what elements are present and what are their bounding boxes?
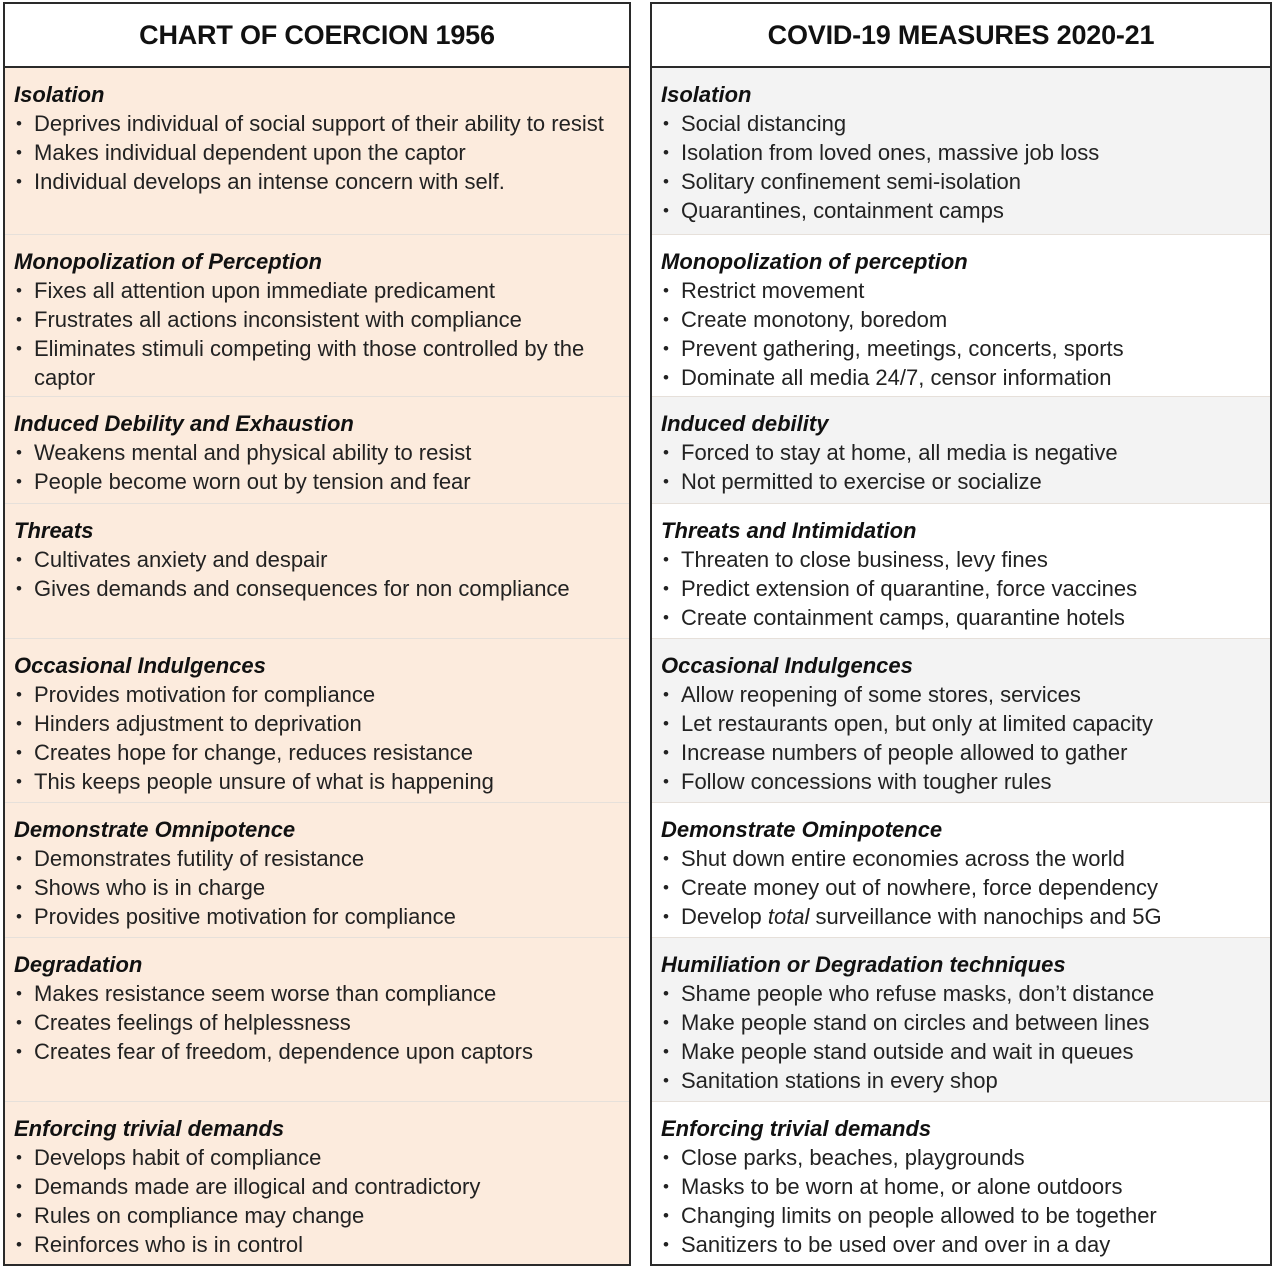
section-degradation: [5, 938, 629, 1103]
bullet-item: • Quarantines, containment camps: [661, 196, 1262, 225]
section-title: Occasional Indulgences: [661, 653, 913, 679]
bullet-item: • Sanitizers to be used over and over in a day: [661, 1230, 1262, 1259]
bullet-item: • Creates feelings of helplessness: [14, 1008, 621, 1037]
bullet-list: [661, 1143, 1262, 1259]
bullet-item: • Shame people who refuse masks, don’t distance: [661, 979, 1262, 1008]
section-title: Induced debility: [661, 411, 829, 437]
section-title: Degradation: [14, 951, 143, 977]
bullet-item: • Fixes all attention upon immediate predicament: [14, 276, 621, 305]
bullet-list: [14, 438, 621, 496]
bullet-item: • Restrict movement: [661, 276, 1262, 305]
section-demonstrate-omnipotence: [5, 803, 629, 938]
bullet-item: • Frustrates all actions inconsistent with compliance: [14, 305, 621, 334]
bullet-list: [14, 545, 621, 603]
bullet-list: [661, 979, 1262, 1095]
bullet-item: • Masks to be worn at home, or alone outdoors: [661, 1172, 1262, 1201]
section-title: Humiliation or Degradation techniques: [661, 951, 1066, 977]
section-title: Demonstrate Ominpotence: [661, 816, 943, 842]
section-induced-debility: [652, 397, 1270, 504]
bullet-item: • Eliminates stimuli competing with those controlled by the captor: [14, 334, 621, 392]
section-occasional-indulgences: [652, 639, 1270, 803]
bullet-item: • Solitary confinement semi-isolation: [661, 167, 1262, 196]
section-threats: [5, 504, 629, 639]
bullet-item: • Dominate all media 24/7, censor information: [661, 363, 1262, 392]
section-threats-and-intimidation: [652, 504, 1270, 639]
bullet-item: • Creates fear of freedom, dependence upon captors: [14, 1037, 621, 1066]
section-title: Occasional Indulgences: [14, 653, 266, 679]
section-induced-debility-and-exhaustion: [5, 397, 629, 504]
bullet-item: • Hinders adjustment to deprivation: [14, 709, 621, 738]
section-title: Monopolization of perception: [661, 248, 968, 274]
bullet-list: [14, 276, 621, 392]
bullet-item: • Develops habit of compliance: [14, 1143, 621, 1172]
bullet-list: [661, 844, 1262, 931]
section-enforcing-trivial-demands: [652, 1102, 1270, 1264]
bullet-item: • Shut down entire economies across the world: [661, 844, 1262, 873]
bullet-item: • Gives demands and consequences for non compliance: [14, 574, 621, 603]
bullet-list: [661, 109, 1262, 225]
section-monopolization-of-perception: [652, 235, 1270, 398]
section-title: Threats: [14, 518, 94, 544]
bullet-item: • Provides motivation for compliance: [14, 680, 621, 709]
bullet-item: • Reinforces who is in control: [14, 1230, 621, 1259]
bullet-item: • Allow reopening of some stores, services: [661, 680, 1262, 709]
bullet-list: [661, 680, 1262, 796]
bullet-item: • Makes individual dependent upon the captor: [14, 138, 621, 167]
section-title: Isolation: [661, 82, 752, 107]
bullet-item: • Weakens mental and physical ability to resist: [14, 438, 621, 467]
bullet-item: • Individual develops an intense concern with self.: [14, 167, 621, 196]
bullet-list: [14, 109, 621, 196]
bullet-item: • Sanitation stations in every shop: [661, 1066, 1262, 1095]
bullet-list: [661, 276, 1262, 392]
bullet-item: • Forced to stay at home, all media is negative: [661, 438, 1262, 467]
section-demonstrate-ominpotence: [652, 803, 1270, 938]
section-monopolization-of-perception: [5, 235, 629, 398]
coercion-chart-column: [3, 2, 631, 1266]
covid-measures-column: [650, 2, 1272, 1266]
bullet-item: • Creates hope for change, reduces resistance: [14, 738, 621, 767]
bullet-item: • Create monotony, boredom: [661, 305, 1262, 334]
bullet-list: [14, 979, 621, 1066]
bullet-item: • Makes resistance seem worse than compliance: [14, 979, 621, 1008]
section-enforcing-trivial-demands: [5, 1102, 629, 1264]
bullet-item: • Shows who is in charge: [14, 873, 621, 902]
bullet-item: • Rules on compliance may change: [14, 1201, 621, 1230]
bullet-item: • People become worn out by tension and fear: [14, 467, 621, 496]
bullet-item: • Follow concessions with tougher rules: [661, 767, 1262, 796]
bullet-item: • Make people stand on circles and between lines: [661, 1008, 1262, 1037]
bullet-item: • Create money out of nowhere, force dependency: [661, 873, 1262, 902]
bullet-item: • Isolation from loved ones, massive job loss: [661, 138, 1262, 167]
bullet-item: • This keeps people unsure of what is happening: [14, 767, 621, 796]
bullet-list: [661, 545, 1262, 632]
bullet-item: • Develop total surveillance with nanochips and 5G: [661, 902, 1262, 931]
column-header: COVID-19 MEASURES 2020-21: [652, 4, 1270, 68]
section-isolation: [652, 68, 1270, 235]
bullet-item: • Prevent gathering, meetings, concerts, sports: [661, 334, 1262, 363]
bullet-list: [14, 680, 621, 796]
bullet-item: • Demonstrates futility of resistance: [14, 844, 621, 873]
section-title: Threats and Intimidation: [661, 518, 917, 544]
section-title: Induced Debility and Exhaustion: [14, 411, 354, 437]
section-title: Enforcing trivial demands: [661, 1116, 932, 1142]
bullet-list: [14, 844, 621, 931]
bullet-item: • Changing limits on people allowed to be together: [661, 1201, 1262, 1230]
bullet-list: [14, 1143, 621, 1259]
bullet-item: • Social distancing: [661, 109, 1262, 138]
section-humiliation-or-degradation-techniques: [652, 938, 1270, 1103]
section-title: Isolation: [14, 82, 105, 107]
section-isolation: [5, 68, 629, 235]
bullet-item: • Let restaurants open, but only at limited capacity: [661, 709, 1262, 738]
section-occasional-indulgences: [5, 639, 629, 803]
section-title: Monopolization of Perception: [14, 248, 322, 274]
bullet-item: • Close parks, beaches, playgrounds: [661, 1143, 1262, 1172]
bullet-item: • Provides positive motivation for compliance: [14, 902, 621, 931]
bullet-item: • Make people stand outside and wait in queues: [661, 1037, 1262, 1066]
bullet-item: • Threaten to close business, levy fines: [661, 545, 1262, 574]
bullet-item: • Increase numbers of people allowed to gather: [661, 738, 1262, 767]
section-title: Demonstrate Omnipotence: [14, 816, 296, 842]
bullet-list: [661, 438, 1262, 496]
section-title: Enforcing trivial demands: [14, 1116, 285, 1142]
bullet-item: • Cultivates anxiety and despair: [14, 545, 621, 574]
bullet-item: • Not permitted to exercise or socialize: [661, 467, 1262, 496]
bullet-item: • Deprives individual of social support of their ability to resist: [14, 109, 621, 138]
bullet-item: • Create containment camps, quarantine hotels: [661, 603, 1262, 632]
bullet-item: • Demands made are illogical and contradictory: [14, 1172, 621, 1201]
bullet-item: • Predict extension of quarantine, force vaccines: [661, 574, 1262, 603]
column-header: CHART OF COERCION 1956: [5, 4, 629, 68]
